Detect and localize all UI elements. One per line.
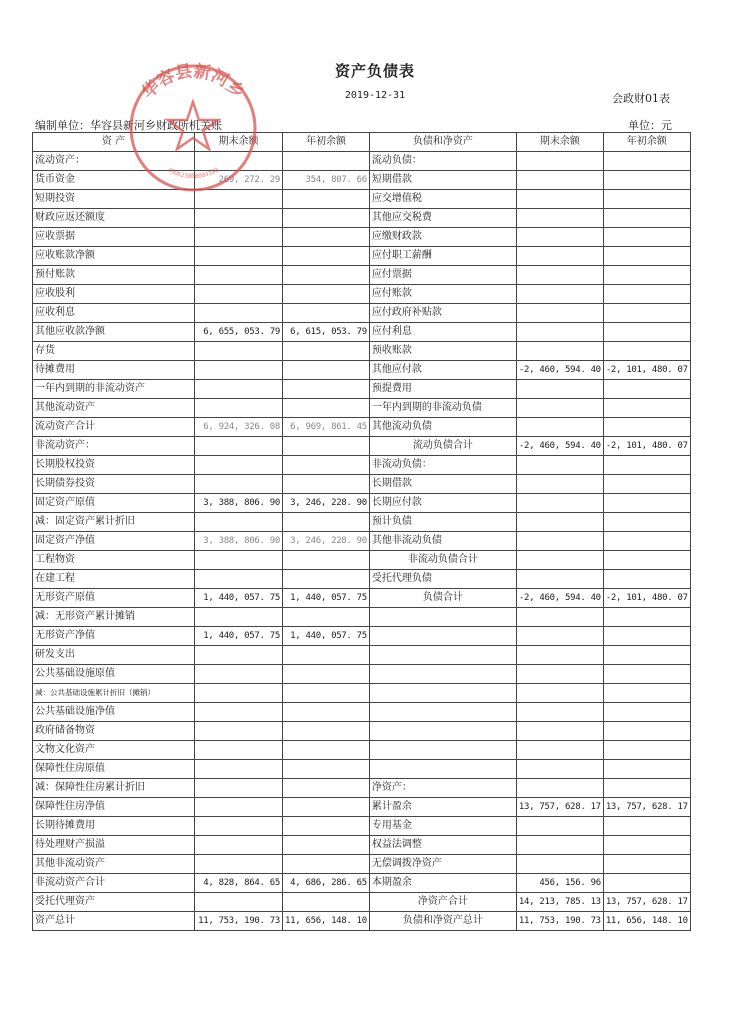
table-row: [33, 399, 691, 418]
amount-cell: [283, 190, 370, 209]
amount-cell: [283, 456, 370, 475]
amount-cell: [195, 722, 283, 741]
amount-cell: [603, 418, 690, 437]
table-row: [33, 228, 691, 247]
amount-cell: 6, 969, 861. 45: [283, 418, 370, 437]
liability-item-label: 预提费用: [369, 380, 516, 399]
amount-cell: [195, 646, 283, 665]
asset-item-label: 保障性住房原值: [33, 760, 195, 779]
amount-cell: [195, 570, 283, 589]
table-row: [33, 646, 691, 665]
amount-cell: [195, 551, 283, 570]
table-row: [33, 532, 691, 551]
amount-cell: [603, 627, 690, 646]
amount-cell: [603, 570, 690, 589]
liability-item-label: 应付政府补贴款: [369, 304, 516, 323]
liability-item-label: [369, 627, 516, 646]
amount-cell: [603, 532, 690, 551]
asset-item-label: 工程物资: [33, 551, 195, 570]
table-row: [33, 361, 691, 380]
amount-cell: [603, 494, 690, 513]
amount-cell: [283, 475, 370, 494]
table-row: [33, 209, 691, 228]
amount-cell: [516, 456, 603, 475]
amount-cell: [195, 779, 283, 798]
amount-cell: [516, 285, 603, 304]
amount-cell: 3, 246, 228. 90: [283, 494, 370, 513]
asset-item-label: 保障性住房净值: [33, 798, 195, 817]
amount-cell: 13, 757, 628. 17: [603, 798, 690, 817]
table-row: [33, 285, 691, 304]
amount-cell: [283, 399, 370, 418]
amount-cell: [516, 190, 603, 209]
report-title: 资产负债表: [334, 62, 415, 80]
amount-cell: [195, 209, 283, 228]
amount-cell: [603, 817, 690, 836]
asset-item-label: 预付账款: [33, 266, 195, 285]
preparing-unit: 编制单位：华容县新河乡财政所机关账: [35, 119, 222, 132]
table-row: [33, 551, 691, 570]
amount-cell: [195, 285, 283, 304]
amount-cell: [603, 722, 690, 741]
amount-cell: [283, 893, 370, 912]
amount-cell: [603, 646, 690, 665]
liability-item-label: 预收账款: [369, 342, 516, 361]
liability-item-label: [369, 722, 516, 741]
liability-item-label: 本期盈余: [369, 874, 516, 893]
amount-cell: [516, 323, 603, 342]
table-row: [33, 570, 691, 589]
amount-cell: [516, 608, 603, 627]
amount-cell: [195, 247, 283, 266]
amount-cell: [603, 456, 690, 475]
liability-item-label: 预计负债: [369, 513, 516, 532]
liability-item-label: 负债合计: [369, 589, 516, 608]
table-row: [33, 836, 691, 855]
amount-cell: [283, 741, 370, 760]
amount-cell: [283, 342, 370, 361]
col-header-begin-balance: 年初余额: [283, 133, 370, 152]
table-row: [33, 380, 691, 399]
amount-cell: [195, 437, 283, 456]
table-row: [33, 608, 691, 627]
amount-cell: [516, 779, 603, 798]
amount-cell: [516, 380, 603, 399]
amount-cell: [283, 152, 370, 171]
col-header-assets: 资 产: [33, 133, 195, 152]
table-row: [33, 266, 691, 285]
amount-cell: [283, 437, 370, 456]
amount-cell: 4, 828, 864. 65: [195, 874, 283, 893]
asset-item-label: 资产总计: [33, 912, 195, 931]
form-number: 会政财01表: [612, 92, 670, 105]
amount-cell: [516, 646, 603, 665]
amount-cell: [516, 399, 603, 418]
balance-sheet-table: [32, 132, 691, 931]
asset-item-label: 公共基础设施原值: [33, 665, 195, 684]
asset-item-label: 流动资产合计: [33, 418, 195, 437]
amount-cell: [283, 228, 370, 247]
asset-item-label: 长期股权投资: [33, 456, 195, 475]
col-header-liabilities: 负债和净资产: [369, 133, 516, 152]
col-header-begin-balance-2: 年初余额: [603, 133, 690, 152]
amount-cell: [516, 171, 603, 190]
amount-cell: 3, 246, 228. 90: [283, 532, 370, 551]
liability-item-label: [369, 646, 516, 665]
liability-item-label: 其他应付款: [369, 361, 516, 380]
liability-item-label: 其他流动负债: [369, 418, 516, 437]
amount-cell: [603, 608, 690, 627]
asset-item-label: 其他非流动资产: [33, 855, 195, 874]
amount-cell: [603, 171, 690, 190]
amount-cell: [195, 513, 283, 532]
amount-cell: 3, 388, 806. 90: [195, 532, 283, 551]
asset-item-label: 研发支出: [33, 646, 195, 665]
amount-cell: [195, 817, 283, 836]
amount-cell: [195, 760, 283, 779]
asset-item-label: 长期债券投资: [33, 475, 195, 494]
amount-cell: [603, 209, 690, 228]
amount-cell: [516, 342, 603, 361]
table-row: [33, 722, 691, 741]
amount-cell: [283, 779, 370, 798]
liability-item-label: 非流动负债：: [369, 456, 516, 475]
amount-cell: [195, 228, 283, 247]
liability-item-label: [369, 684, 516, 703]
amount-cell: [603, 551, 690, 570]
seal-text: 华容县新河乡: [138, 61, 248, 103]
currency-unit: 单位：元: [628, 119, 672, 132]
asset-item-label: 其他应收款净额: [33, 323, 195, 342]
amount-cell: [603, 247, 690, 266]
amount-cell: [516, 228, 603, 247]
amount-cell: [283, 304, 370, 323]
liability-item-label: [369, 741, 516, 760]
amount-cell: [283, 247, 370, 266]
amount-cell: 6, 924, 326. 08: [195, 418, 283, 437]
amount-cell: [516, 209, 603, 228]
liability-item-label: 应付票据: [369, 266, 516, 285]
amount-cell: [283, 513, 370, 532]
liability-item-label: 长期应付款: [369, 494, 516, 513]
liability-item-label: [369, 703, 516, 722]
amount-cell: [283, 266, 370, 285]
amount-cell: 11, 656, 148. 10: [603, 912, 690, 931]
table-row: [33, 912, 691, 931]
liability-item-label: 短期借款: [369, 171, 516, 190]
table-row: [33, 323, 691, 342]
liability-item-label: 权益法调整: [369, 836, 516, 855]
amount-cell: [603, 779, 690, 798]
table-row: [33, 494, 691, 513]
amount-cell: [516, 570, 603, 589]
amount-cell: [283, 646, 370, 665]
liability-item-label: [369, 608, 516, 627]
liability-item-label: 流动负债合计: [369, 437, 516, 456]
asset-item-label: 减：固定资产累计折旧: [33, 513, 195, 532]
liability-item-label: 应付职工薪酬: [369, 247, 516, 266]
amount-cell: [516, 760, 603, 779]
amount-cell: 13, 757, 628. 17: [603, 893, 690, 912]
amount-cell: [195, 684, 283, 703]
asset-item-label: 减：公共基础设施累计折旧（摊销）: [33, 684, 195, 703]
amount-cell: [195, 361, 283, 380]
asset-item-label: 存货: [33, 342, 195, 361]
amount-cell: [283, 570, 370, 589]
amount-cell: [195, 266, 283, 285]
liability-item-label: 非流动负债合计: [369, 551, 516, 570]
table-row: [33, 418, 691, 437]
amount-cell: [195, 475, 283, 494]
amount-cell: 14, 213, 785. 13: [516, 893, 603, 912]
liability-item-label: [369, 665, 516, 684]
amount-cell: [516, 418, 603, 437]
amount-cell: [195, 855, 283, 874]
col-header-end-balance: 期末余额: [195, 133, 283, 152]
asset-item-label: 短期投资: [33, 190, 195, 209]
amount-cell: [603, 380, 690, 399]
asset-item-label: 无形资产净值: [33, 627, 195, 646]
liability-item-label: 应付账款: [369, 285, 516, 304]
table-row: [33, 741, 691, 760]
asset-item-label: 减：无形资产累计摊销: [33, 608, 195, 627]
amount-cell: [603, 475, 690, 494]
amount-cell: -2, 101, 480. 07: [603, 437, 690, 456]
asset-item-label: 无形资产原值: [33, 589, 195, 608]
liability-item-label: 长期借款: [369, 475, 516, 494]
seal-code: 430623000004100: [166, 166, 220, 181]
amount-cell: [516, 551, 603, 570]
liability-item-label: 净资产：: [369, 779, 516, 798]
amount-cell: [195, 399, 283, 418]
amount-cell: [516, 152, 603, 171]
amount-cell: [195, 703, 283, 722]
liability-item-label: 一年内到期的非流动负债: [369, 399, 516, 418]
asset-item-label: 货币资金: [33, 171, 195, 190]
amount-cell: -2, 101, 480. 07: [603, 589, 690, 608]
asset-item-label: 文物文化资产: [33, 741, 195, 760]
amount-cell: [603, 836, 690, 855]
asset-item-label: 固定资产原值: [33, 494, 195, 513]
amount-cell: [516, 836, 603, 855]
asset-item-label: 其他流动资产: [33, 399, 195, 418]
amount-cell: [516, 475, 603, 494]
amount-cell: [516, 532, 603, 551]
liability-item-label: 应付利息: [369, 323, 516, 342]
liability-item-label: 其他应交税费: [369, 209, 516, 228]
amount-cell: [516, 266, 603, 285]
amount-cell: [516, 513, 603, 532]
amount-cell: [603, 855, 690, 874]
amount-cell: [516, 817, 603, 836]
asset-item-label: 政府储备物资: [33, 722, 195, 741]
amount-cell: [283, 798, 370, 817]
amount-cell: [283, 684, 370, 703]
amount-cell: [516, 741, 603, 760]
liability-item-label: 累计盈余: [369, 798, 516, 817]
amount-cell: [195, 798, 283, 817]
amount-cell: [516, 665, 603, 684]
table-row: [33, 475, 691, 494]
amount-cell: [603, 703, 690, 722]
amount-cell: [603, 399, 690, 418]
amount-cell: [516, 627, 603, 646]
liability-item-label: [369, 760, 516, 779]
amount-cell: [195, 380, 283, 399]
amount-cell: 13, 757, 628. 17: [516, 798, 603, 817]
amount-cell: [195, 456, 283, 475]
amount-cell: [283, 817, 370, 836]
table-row: [33, 247, 691, 266]
amount-cell: [603, 285, 690, 304]
amount-cell: [603, 152, 690, 171]
amount-cell: [283, 285, 370, 304]
svg-text:430623000004100: [166, 166, 220, 180]
asset-item-label: 应收股利: [33, 285, 195, 304]
amount-cell: [603, 665, 690, 684]
liability-item-label: 专用基金: [369, 817, 516, 836]
amount-cell: [603, 741, 690, 760]
table-row: [33, 513, 691, 532]
table-row: [33, 589, 691, 608]
liability-item-label: 净资产合计: [369, 893, 516, 912]
amount-cell: 269, 272. 29: [195, 171, 283, 190]
amount-cell: [516, 722, 603, 741]
amount-cell: [283, 760, 370, 779]
official-seal: [118, 50, 268, 200]
amount-cell: -2, 460, 594. 40: [516, 361, 603, 380]
asset-item-label: 应收票据: [33, 228, 195, 247]
table-row: [33, 342, 691, 361]
amount-cell: -2, 101, 480. 07: [603, 361, 690, 380]
amount-cell: [603, 342, 690, 361]
asset-item-label: 应收账款净额: [33, 247, 195, 266]
asset-item-label: 应收利息: [33, 304, 195, 323]
amount-cell: [195, 893, 283, 912]
amount-cell: 1, 440, 057. 75: [195, 627, 283, 646]
amount-cell: [603, 760, 690, 779]
amount-cell: [283, 209, 370, 228]
amount-cell: [603, 874, 690, 893]
amount-cell: [283, 703, 370, 722]
asset-item-label: 一年内到期的非流动资产: [33, 380, 195, 399]
amount-cell: 456, 156. 96: [516, 874, 603, 893]
amount-cell: [603, 684, 690, 703]
asset-item-label: 公共基础设施净值: [33, 703, 195, 722]
amount-cell: [603, 190, 690, 209]
liability-item-label: 应缴财政款: [369, 228, 516, 247]
table-row: [33, 703, 691, 722]
amount-cell: [283, 836, 370, 855]
asset-item-label: 财政应返还额度: [33, 209, 195, 228]
table-row: [33, 817, 691, 836]
amount-cell: [283, 551, 370, 570]
amount-cell: [603, 228, 690, 247]
amount-cell: [516, 304, 603, 323]
liability-item-label: 无偿调拨净资产: [369, 855, 516, 874]
amount-cell: [516, 684, 603, 703]
amount-cell: 1, 440, 057. 75: [283, 589, 370, 608]
table-row: [33, 684, 691, 703]
amount-cell: [603, 323, 690, 342]
asset-item-label: 减：保障性住房累计折旧: [33, 779, 195, 798]
amount-cell: 4, 686, 286. 65: [283, 874, 370, 893]
amount-cell: 354, 807. 66: [283, 171, 370, 190]
amount-cell: [516, 247, 603, 266]
table-row: [33, 874, 691, 893]
amount-cell: 3, 388, 806. 90: [195, 494, 283, 513]
amount-cell: 1, 440, 057. 75: [195, 589, 283, 608]
table-row: [33, 855, 691, 874]
amount-cell: -2, 460, 594. 40: [516, 589, 603, 608]
table-row: [33, 456, 691, 475]
asset-item-label: 待摊费用: [33, 361, 195, 380]
amount-cell: [195, 304, 283, 323]
table-row: [33, 798, 691, 817]
table-row: [33, 760, 691, 779]
amount-cell: [516, 494, 603, 513]
liability-item-label: 其他非流动负债: [369, 532, 516, 551]
amount-cell: [283, 855, 370, 874]
amount-cell: [283, 608, 370, 627]
amount-cell: [283, 722, 370, 741]
amount-cell: [603, 304, 690, 323]
table-row: [33, 893, 691, 912]
asset-item-label: 在建工程: [33, 570, 195, 589]
amount-cell: [195, 665, 283, 684]
asset-item-label: 长期待摊费用: [33, 817, 195, 836]
amount-cell: [516, 703, 603, 722]
amount-cell: [283, 665, 370, 684]
amount-cell: 11, 656, 148. 10: [283, 912, 370, 931]
table-row: [33, 437, 691, 456]
amount-cell: [195, 741, 283, 760]
table-row: [33, 627, 691, 646]
liability-item-label: 应交增值税: [369, 190, 516, 209]
amount-cell: 6, 615, 053. 79: [283, 323, 370, 342]
table-row: [33, 304, 691, 323]
amount-cell: [603, 266, 690, 285]
amount-cell: [195, 608, 283, 627]
amount-cell: 1, 440, 057. 75: [283, 627, 370, 646]
asset-item-label: 受托代理资产: [33, 893, 195, 912]
amount-cell: [516, 855, 603, 874]
amount-cell: 11, 753, 190. 73: [195, 912, 283, 931]
amount-cell: 11, 753, 190. 73: [516, 912, 603, 931]
asset-item-label: 待处理财产损溢: [33, 836, 195, 855]
asset-item-label: 非流动资产合计: [33, 874, 195, 893]
amount-cell: [195, 342, 283, 361]
col-header-end-balance-2: 期末余额: [516, 133, 603, 152]
table-row: [33, 779, 691, 798]
amount-cell: -2, 460, 594. 40: [516, 437, 603, 456]
amount-cell: [603, 513, 690, 532]
liability-item-label: 负债和净资产总计: [369, 912, 516, 931]
report-date: 2019-12-31: [344, 90, 406, 101]
asset-item-label: 流动资产：: [33, 152, 195, 171]
asset-item-label: 非流动资产：: [33, 437, 195, 456]
asset-item-label: 固定资产净值: [33, 532, 195, 551]
amount-cell: [283, 380, 370, 399]
amount-cell: 6, 655, 053. 79: [195, 323, 283, 342]
amount-cell: [283, 361, 370, 380]
liability-item-label: 受托代理负债: [369, 570, 516, 589]
liability-item-label: 流动负债：: [369, 152, 516, 171]
amount-cell: [195, 836, 283, 855]
table-row: [33, 665, 691, 684]
